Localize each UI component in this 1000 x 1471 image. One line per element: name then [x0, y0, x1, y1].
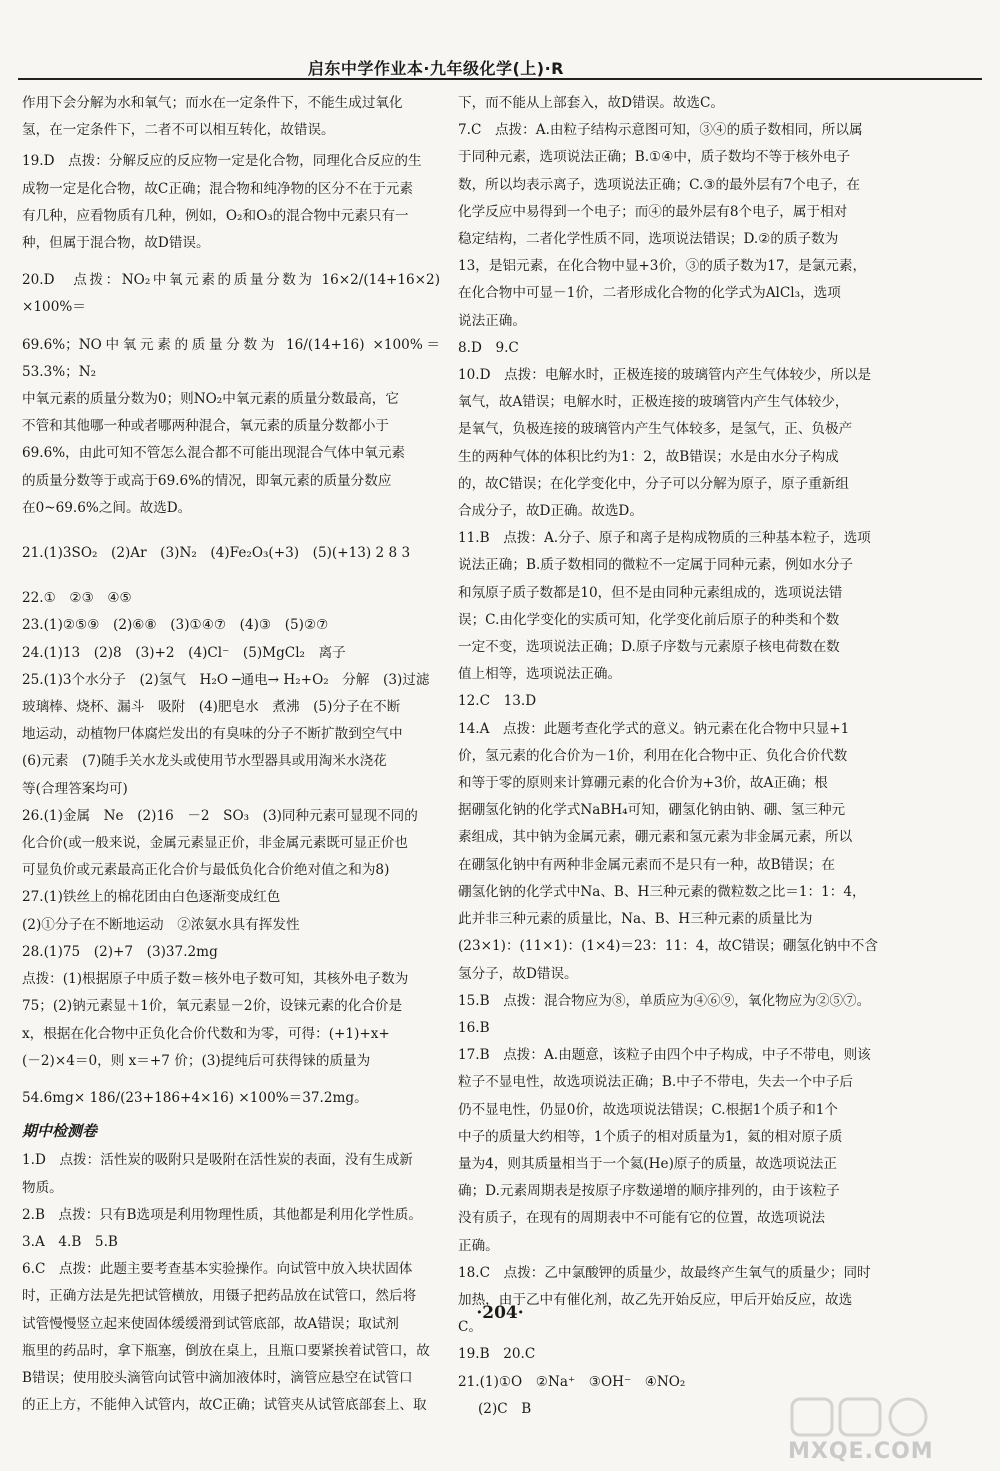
left-column [22, 90, 440, 1419]
answer-line: 正确。 [458, 1237, 499, 1254]
answer-line: 确；D.元素周期表是按原子序数递增的顺序排列的，由于该粒子 [458, 1183, 840, 1200]
section-heading: 期中检测卷 [22, 1122, 98, 1141]
answer-line: 13，是铝元素，在化合物中显+3价，③的质子数为17，是氯元素， [458, 258, 867, 275]
answer-line: 在硼氢化钠中有两种非金属元素而不是只有一种，故B错误；在 [458, 856, 836, 873]
answer-14: 14.A 点拨：此题考查化学式的意义。钠元素在化合物中只显+1 [458, 720, 850, 737]
answer-line: 量为4，则其质量相当于一个氦(He)原子的质量，故选项说法正 [458, 1155, 837, 1172]
answer-line: 误；C.由化学变化的实质可知，化学变化前后原子的种类和个数 [458, 611, 840, 628]
answer-line: 是氧气，负极连接的玻璃管内产生气体较多，是氢气，正、负极产 [458, 421, 853, 438]
answer-20: 20.D 点拨：NO₂中氧元素的质量分数为 16×2/(14+16×2) ×100%＝ [22, 272, 440, 316]
answer-line: 69.6%；NO中氧元素的质量分数为 16/(14+16) ×100%＝53.3%；N₂ [22, 336, 440, 380]
answer-line: 的，故C错误；在化学变化中，分子可以分解为原子，原子重新组 [458, 475, 850, 492]
answer-15: 15.B 点拨：混合物应为⑧，单质应为④⑥⑨，氧化物应为②⑤⑦。 [458, 992, 871, 1009]
answer-line: 氢，在一定条件下，二者不可以相互转化，故错误。 [22, 122, 335, 139]
answer-line: 化学反应中易得到一个电子；而④的最外层有8个电子，属于相对 [458, 203, 848, 220]
answer-3-5: 3.A 4.B 5.B [22, 1233, 118, 1250]
answer-17: 17.B 点拨：A.由题意，该粒子由四个中子构成，中子不带电，则该 [458, 1047, 871, 1064]
answer-line: 的质量分数等于或高于69.6%的情况，即氧元素的质量分数应 [22, 472, 392, 489]
answer-6: 6.C 点拨：此题主要考查基本实验操作。向试管中放入块状固体 [22, 1261, 413, 1278]
answer-line: C。 [458, 1319, 482, 1336]
answer-25: 25.(1)3个水分子 (2)氢气 H₂O ─通电→ H₂+O₂ 分解 (3)过滤 [22, 671, 430, 688]
answer-line: 玻璃棒、烧杯、漏斗 吸附 (4)肥皂水 煮沸 (5)分子在不断 [22, 699, 401, 716]
answer-line: 于同种元素，选项说法正确；B.①④中，质子数均不等于核外电子 [458, 149, 851, 166]
answer-line: 中子的质量大约相等，1个质子的相对质量为1，氦的相对原子质 [458, 1128, 843, 1145]
answer-21: 21.(1)3SO₂ (2)Ar (3)N₂ (4)Fe₂O₃(+3) (5)(+13) 2 8 3 [22, 545, 411, 562]
answer-line: 点拨：(1)根据原子中质子数＝核外电子数可知，其核外电子数为 [22, 971, 409, 988]
answer-27: 27.(1)铁丝上的棉花团由白色逐渐变成红色 [22, 889, 281, 906]
answer-line: (6)元素 (7)随手关水龙头或使用节水型器具或用淘米水浇花 [22, 753, 387, 770]
answer-line: 和氖原子质子数都是10，但不是由同种元素组成的，选项说法错 [458, 584, 843, 601]
answer-line: 素组成，其中钠为金属元素，硼元素和氢元素为非金属元素，所以 [458, 829, 853, 846]
answer-line: 没有质子，在现有的周期表中不可能有它的位置，故选项说法 [458, 1210, 826, 1227]
watermark-text: MXQE.COM [788, 1439, 934, 1464]
right-column [458, 90, 958, 1423]
answer-18: 18.C 点拨：乙中氯酸钾的质量少，故最终产生氧气的质量少；同时 [458, 1264, 871, 1281]
answer-line: 物质。 [22, 1179, 63, 1196]
answer-line: 氧气，故A错误；电解水时，正极连接的玻璃管内产生气体较少， [458, 394, 849, 411]
answer-line: 一定不变，选项说法正确；D.原子序数与元素原子核电荷数在数 [458, 639, 840, 656]
answer-line: 等(合理答案均可) [22, 780, 128, 797]
running-title: 启东中学作业本·九年级化学(上)·R [307, 59, 564, 78]
answer-line: 值上相等，选项说法正确。 [458, 666, 622, 683]
answer-line: 氢分子，故D错误。 [458, 965, 578, 982]
answer-7: 7.C 点拨：A.由粒子结构示意图可知，③④的质子数相同，所以属 [458, 122, 863, 139]
answer-line: 的正上方，不能伸入试管内，故C正确；试管夹从试管底部套上、取 [22, 1397, 427, 1414]
answer-line: 时，正确方法是先把试管横放，用镊子把药品放在试管口，然后将 [22, 1288, 417, 1305]
answer-line: 硼氢化钠的化学式中Na、B、H三种元素的微粒数之比＝1：1：4， [458, 883, 866, 900]
answer-line: 生的两种气体的体积比约为1：2，故B错误；水是由水分子构成 [458, 448, 839, 465]
answer-16: 16.B [458, 1019, 490, 1036]
answer-line: (23×1)：(11×1)：(1×4)＝23：11：4，故C错误；硼氢化钠中不含 [458, 938, 878, 955]
answer-line: 不管和其他哪一种或者哪两种混合，氧元素的质量分数都小于 [22, 418, 390, 435]
answer-line: 加热，由于乙中有催化剂，故乙先开始反应，甲后开始反应，故选 [458, 1291, 853, 1308]
answer-line: 在化合物中可显－1价，二者形成化合物的化学式为AlCl₃，选项 [458, 285, 841, 302]
answer-19: 19.D 点拨：分解反应的反应物一定是化合物，同理化合反应的生 [22, 153, 422, 170]
answer-line: 合成分子，故D正确。故选D。 [458, 503, 643, 520]
answer-24: 24.(1)13 (2)8 (3)+2 (4)Cl⁻ (5)MgCl₂ 离子 [22, 644, 346, 661]
answer-line: 此并非三种元素的质量比，Na、B、H三种元素的质量比为 [458, 911, 813, 928]
watermark-stamp [788, 1395, 978, 1465]
answer-line: 下，而不能从上部套入，故D错误。故选C。 [458, 95, 724, 111]
answer-line: 作用下会分解为水和氧气；而水在一定条件下，不能生成过氧化 [22, 95, 403, 111]
answer-10: 10.D 点拨：电解水时，正极连接的玻璃管内产生气体较少，所以是 [458, 367, 872, 384]
answer-line: 69.6%，由此可知不管怎么混合都不可能出现混合气体中氧元素 [22, 445, 406, 462]
answer-line: 稳定结构，二者化学性质不同，选项说法错误；D.②的质子数为 [458, 231, 839, 248]
answer-line: 地运动，动植物尸体腐烂发出的有臭味的分子不断扩散到空气中 [22, 726, 403, 743]
answer-line: (－2)×4＝0，则 x＝+7 价；(3)提纯后可获得铼的质量为 [22, 1052, 371, 1069]
answer-line: (2)①分子在不断地运动 ②浓氨水具有挥发性 [22, 916, 300, 933]
page-header [18, 52, 982, 80]
answer-2: 2.B 点拨：只有B选项是利用物理性质，其他都是利用化学性质。 [22, 1206, 422, 1223]
answer-23: 23.(1)②⑤⑨ (2)⑥⑧ (3)①④⑦ (4)③ (5)②⑦ [22, 617, 329, 634]
answer-line: 54.6mg× 186/(23+186+4×16) ×100%＝37.2mg。 [22, 1089, 368, 1106]
answer-line: 75；(2)钠元素显＋1价，氧元素显－2价，设铼元素的化合价是 [22, 998, 403, 1015]
answer-line: 说法正确。 [458, 312, 526, 329]
answer-line: 说法正确；B.质子数相同的微粒不一定属于同种元素，例如水分子 [458, 557, 853, 574]
answer-22: 22.① ②③ ④⑤ [22, 590, 132, 607]
header-rule [18, 78, 982, 80]
answer-line: 种，但属于混合物，故D错误。 [22, 235, 210, 252]
answer-line: B错误；使用胶头滴管向试管中滴加液体时，滴管应悬空在试管口 [22, 1369, 413, 1386]
answer-line: 数，所以均表示离子，选项说法正确；C.③的最外层有7个电子，在 [458, 176, 861, 193]
answer-26: 26.(1)金属 Ne (2)16 －2 SO₃ (3)同种元素可显现不同的 [22, 807, 418, 824]
answer-1: 1.D 点拨：活性炭的吸附只是吸附在活性炭的表面，没有生成新 [22, 1152, 413, 1169]
answer-11: 11.B 点拨：A.分子、原子和离子是构成物质的三种基本粒子，选项 [458, 530, 871, 547]
answer-line: x，根据在化合物中正负化合价代数和为零，可得：(+1)+x+ [22, 1025, 390, 1042]
answer-line: 成物一定是化合物，故C正确；混合物和纯净物的区分不在于元素 [22, 180, 414, 197]
answer-19-20: 19.B 20.C [458, 1346, 536, 1363]
answer-12-13: 12.C 13.D [458, 693, 537, 710]
answer-28: 28.(1)75 (2)+7 (3)37.2mg [22, 943, 218, 960]
answer-line: 据硼氢化钠的化学式NaBH₄可知，硼氢化钠由钠、硼、氢三种元 [458, 802, 846, 819]
answer-line: 和等于零的原则来计算硼元素的化合价为+3价，故A正确；根 [458, 775, 828, 792]
answer-21: 21.(1)①O ②Na⁺ ③OH⁻ ④NO₂ [458, 1373, 686, 1390]
answer-line: 价，氢元素的化合价为－1价，利用在化合物中正、负化合价代数 [458, 747, 848, 764]
answer-line: 仍不显电性，仍显0价，故选项说法错误；C.根据1个质子和1个 [458, 1101, 839, 1118]
answer-line: 中氧元素的质量分数为0；则NO₂中氧元素的质量分数最高，它 [22, 391, 399, 408]
answer-line: 试管慢慢竖立起来使固体缓缓滑到试管底部，故A错误；取试剂 [22, 1315, 399, 1332]
answer-line: 粒子不显电性，故选项说法正确；B.中子不带电，失去一个中子后 [458, 1074, 853, 1091]
answer-line: 瓶里的药品时，拿下瓶塞，倒放在桌上，且瓶口要紧挨着试管口，故 [22, 1342, 430, 1359]
answer-line: 可显负价或元素最高正化合价与最低负化合价绝对值之和为8) [22, 862, 390, 879]
watermark-logo-icon [788, 1395, 978, 1439]
page-number: ·204· [476, 1303, 524, 1323]
answer-8-9: 8.D 9.C [458, 339, 519, 356]
answer-line: 在0~69.6%之间。故选D。 [22, 499, 192, 516]
answer-line: (2)C B [478, 1400, 532, 1417]
answer-line: 有几种，应看物质有几种，例如，O₂和O₃的混合物中元素只有一 [22, 207, 409, 224]
answer-line: 化合价(或一般来说，金属元素显正价，非金属元素既可显正价也 [22, 835, 408, 852]
